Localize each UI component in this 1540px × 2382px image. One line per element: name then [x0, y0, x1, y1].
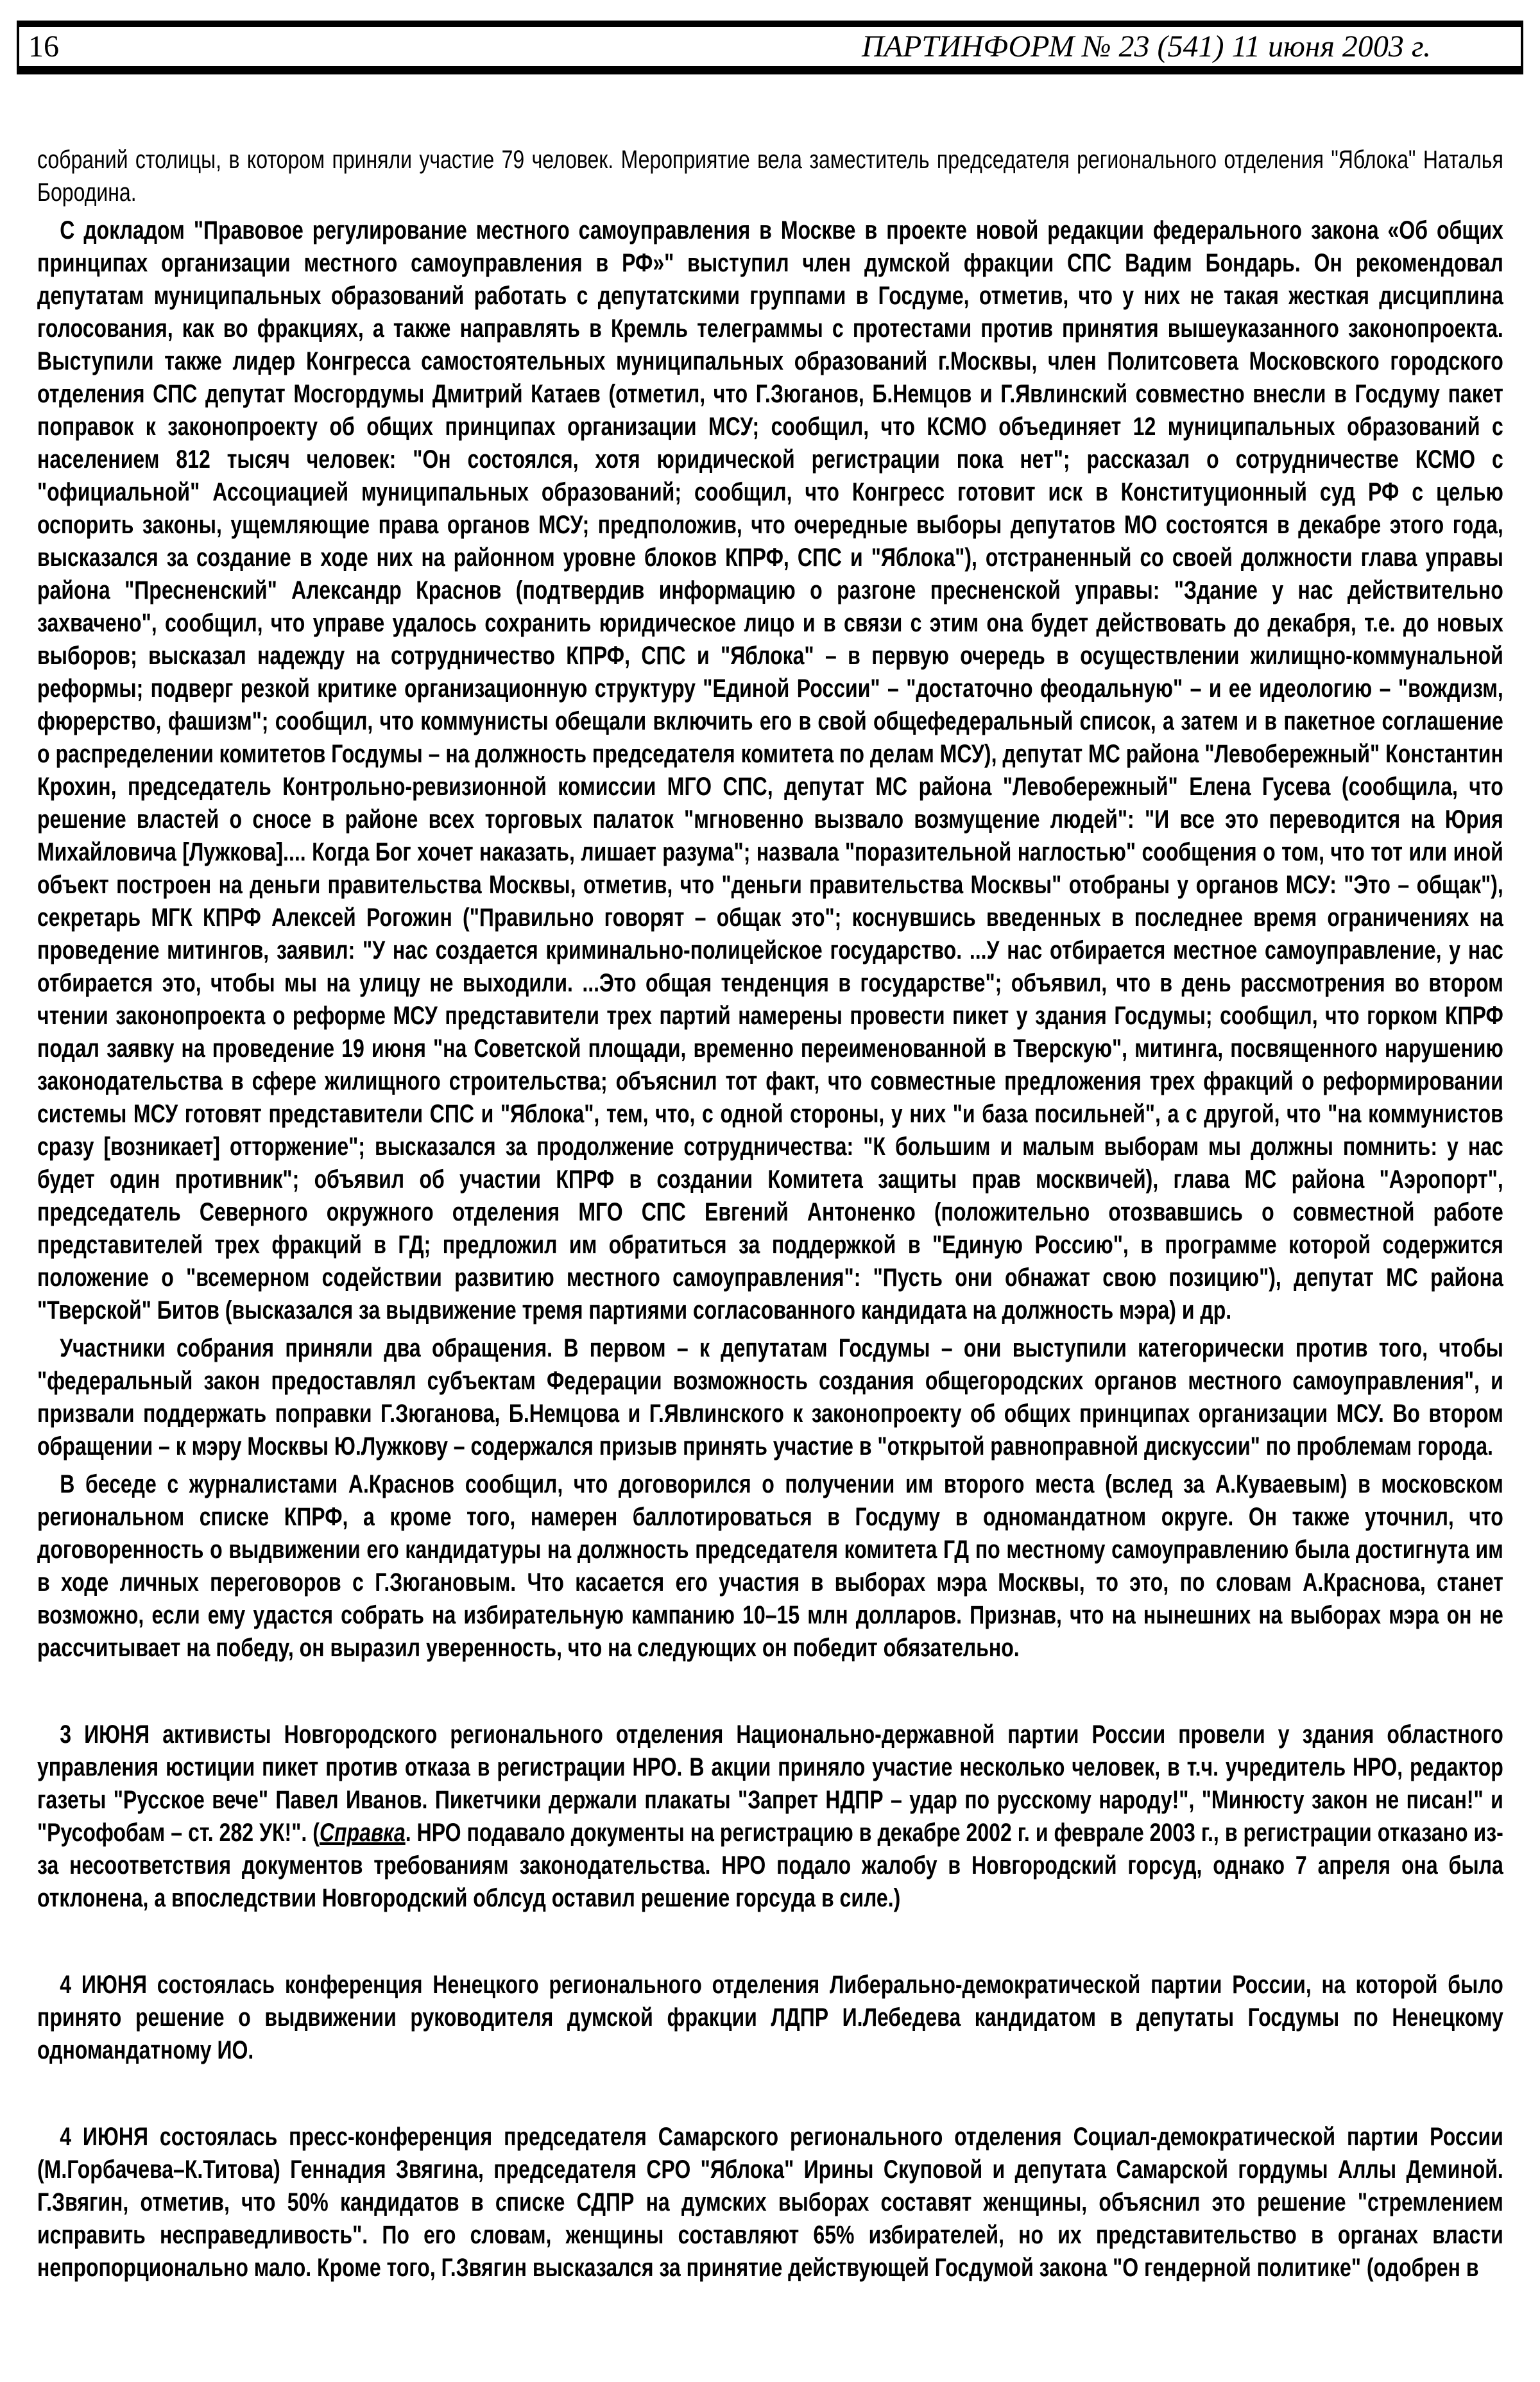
paragraph: 4 ИЮНЯ состоялась конференция Ненецкого регионального отделения Либерально-демократической партии России, на которой было принято решение о выдвижении руководителя думской фракции ЛДПР И.Лебедева кандидатом в депутаты Госдумы по Ненецкому одномандатному ИО. [37, 1971, 1503, 2064]
paragraph: Участники собрания приняли два обращения. В первом – к депутатам Госдумы – они выступили категорически против того, чтобы "федеральный закон предоставлял субъектам Федерации возможность создания общегородских органов местного самоуправления", и призвали поддержать поправки Г.Зюганова, Б.Немцова и Г.Явлинского к законопроекту об общих принципах организации МСУ. Во втором обращении – к мэру Москвы Ю.Лужкову – содержался призыв принять участие в "открытой равноправной дискуссии" по проблемам города. [37, 1334, 1503, 1461]
paragraph: 3 ИЮНЯ активисты Новгородского регионального отделения Национально-державной партии России провели у здания областного управления юстиции пикет против отказа в регистрации НРО. В акции приняло участие несколько человек, в т.ч. учредитель НРО, редактор газеты "Русское вече" Павел Иванов. Пикетчики держали плакаты "Запрет НДПР – удар по русскому народу!", "Минюсту закон не писан!" и "Русофобам – ст. 282 УК!". (Справка. НРО подавало документы на регистрацию в декабре 2002 г. и феврале 2003 г., в регистрации отказано из-за несоответствия документов требованиям законодательства. НРО подало жалобу в Новгородский горсуд, однако 7 апреля она была отклонена, а впоследствии Новгородский облсуд оставил решение горсуда в силе.) [37, 1720, 1503, 1912]
paragraph: 4 ИЮНЯ состоялась пресс-конференция председателя Самарского регионального отделения Социал-демократической партии России (М.Горбачева–К.Титова) Геннадия Звягина, председателя СРО "Яблока" Ирины Скуповой и депутата Самарской гордумы Аллы Деминой. Г.Звягин, отметив, что 50% кандидатов в списке СДПР на думских выборах составят женщины, объяснил это решение "стремлением исправить несправедливость". По его словам, женщины составляют 65% избирателей, но их представительство в органах власти непропорционально мало. Кроме того, Г.Звягин высказался за принятие действующей Госдумой закона "О гендерной политике" (одобрен в [37, 2123, 1503, 2282]
article-text [37, 144, 1503, 2290]
paragraph: С докладом "Правовое регулирование местного самоуправления в Москве в проекте новой редакции федерального закона «Об общих принципах организации местного самоуправления в РФ»" выступил член думской фракции СПС Вадим Бондарь. Он рекомендовал депутатам муниципальных образований работать с депутатскими группами в Госдуме, отметив, что у них не такая жесткая дисциплина голосования, как во фракциях, а также направлять в Кремль телеграммы с протестами против принятия вышеуказанного законопроекта. Выступили также лидер Конгресса самостоятельных муниципальных образований г.Москвы, член Политсовета Московского городского отделения СПС депутат Мосгордумы Дмитрий Катаев (отметил, что Г.Зюганов, Б.Немцов и Г.Явлинский совместно внесли в Госдуму пакет поправок к законопроекту об общих принципах организации МСУ; сообщил, что КСМО объединяет 12 муниципальных образований с населением 812 тысяч человек: "Он состоялся, хотя юридической регистрации пока нет"; рассказал о сотрудничестве КСМО с "официальной" Ассоциацией муниципальных образований; сообщил, что Конгресс готовит иск в Конституционный суд РФ с целью оспорить законы, ущемляющие права органов МСУ; предположив, что очередные выборы депутатов МО состоятся в декабре этого года, высказался за создание в ходе них на районном уровне блоков КПРФ, СПС и "Яблока"), отстраненный со своей должности глава управы района "Пресненский" Александр Краснов (подтвердив информацию о разгоне пресненской управы: "Здание у нас действительно захвачено", сообщил, что управе удалось сохранить юридическое лицо и в связи с этим она будет действовать до декабря, т.е. до новых выборов; высказал надежду на сотрудничество КПРФ, СПС и "Яблока" – в первую очередь в осуществлении жилищно-коммунальной реформы; подверг резкой критике организационную структуру "Единой России" – "достаточно феодальную" – и ее идеологию – "вождизм, фюрерство, фашизм"; сообщил, что коммунисты обещали включить его в свой общефедеральный список, а затем и в пакетное соглашение о распределении комитетов Госдумы – на должность председателя комитета по делам МСУ), депутат МС района "Левобережный" Константин Крохин, председатель Контрольно-ревизионной комиссии МГО СПС, депутат МС района "Левобережный" Елена Гусева (сообщила, что решение властей о сносе в районе всех торговых палаток "мгновенно вызвало возмущение людей": "И все это переводится на Юрия Михайловича [Лужкова].... Когда Бог хочет наказать, лишает разума"; назвала "поразительной наглостью" сообщения о том, что тот или иной объект построен на деньги правительства Москвы, отметив, что "деньги правительства Москвы" отобраны у органов МСУ: "Это – общак"), секретарь МГК КПРФ Алексей Рогожин ("Правильно говорят – общак это"; коснувшись введенных в последнее время ограничениях на проведение митингов, заявил: "У нас создается криминально-полицейское государство. ...У нас отбирается местное самоуправление, у нас отбирается это, чтобы мы на улицу не выходили. ...Это общая тенденция в государстве"; объявил, что в день рассмотрения во втором чтении законопроекта о реформе МСУ представители трех партий намерены провести пикет у здания Госдумы; сообщил, что горком КПРФ подал заявку на проведение 19 июня "на Советской площади, временно переименованной в Тверскую", митинга, посвященного нарушению законодательства в сфере жилищного строительства; объяснил тот факт, что совместные предложения трех фракций о реформировании системы МСУ готовят представители СПС и "Яблока", тем, что, с одной стороны, у них "и база посильней", а с другой, что "на коммунистов сразу [возникает] отторжение"; высказался за продолжение сотрудничества: "К большим и малым выборам мы должны помнить: у нас будет один противник"; объявил об участии КПРФ в создании Комитета защиты прав москвичей), глава МС района "Аэропорт", председатель Северного окружного отделения МГО СПС Евгений Антоненко (положительно отозвавшись о совместной работе представителей трех фракций в ГД; предложил им обратиться за поддержкой в "Единую Россию", в программе которой содержится положение о "всемерном содействии развитию местного самоуправления": "Пусть они обнажат свою позицию"), депутат МС района "Тверской" Битов (высказался за выдвижение тремя партиями согласованного кандидата на должность мэра) и др. [37, 216, 1503, 1324]
page-header [17, 21, 1523, 74]
paragraph: собраний столицы, в котором приняли участие 79 человек. Мероприятие вела заместитель председателя регионального отделения "Яблока" Наталья Бородина. [37, 146, 1503, 207]
issue-title: ПАРТИНФОРМ № 23 (541) 11 июня 2003 г. [861, 29, 1431, 64]
paragraph: В беседе с журналистами А.Краснов сообщил, что договорился о получении им второго места (вслед за А.Куваевым) в московском региональном списке КПРФ, а кроме того, намерен баллотироваться в Госдуму в одномандатном округе. Он также уточнил, что договоренность о выдвижении его кандидатуры на должность председателя комитета ГД по местному самоуправлению была достигнута им в ходе личных переговоров с Г.Зюгановым. Что касается его участия в выборах мэра Москвы, то это, по словам А.Краснова, станет возможно, если ему удастся собрать на избирательную кампанию 10–15 млн долларов. Признав, что на нынешних на выборах мэра он не рассчитывает на победу, он выразил уверенность, что на следующих он победит обязательно. [37, 1470, 1503, 1662]
spravka-label: Справка [319, 1819, 406, 1847]
page-number: 16 [28, 29, 59, 64]
